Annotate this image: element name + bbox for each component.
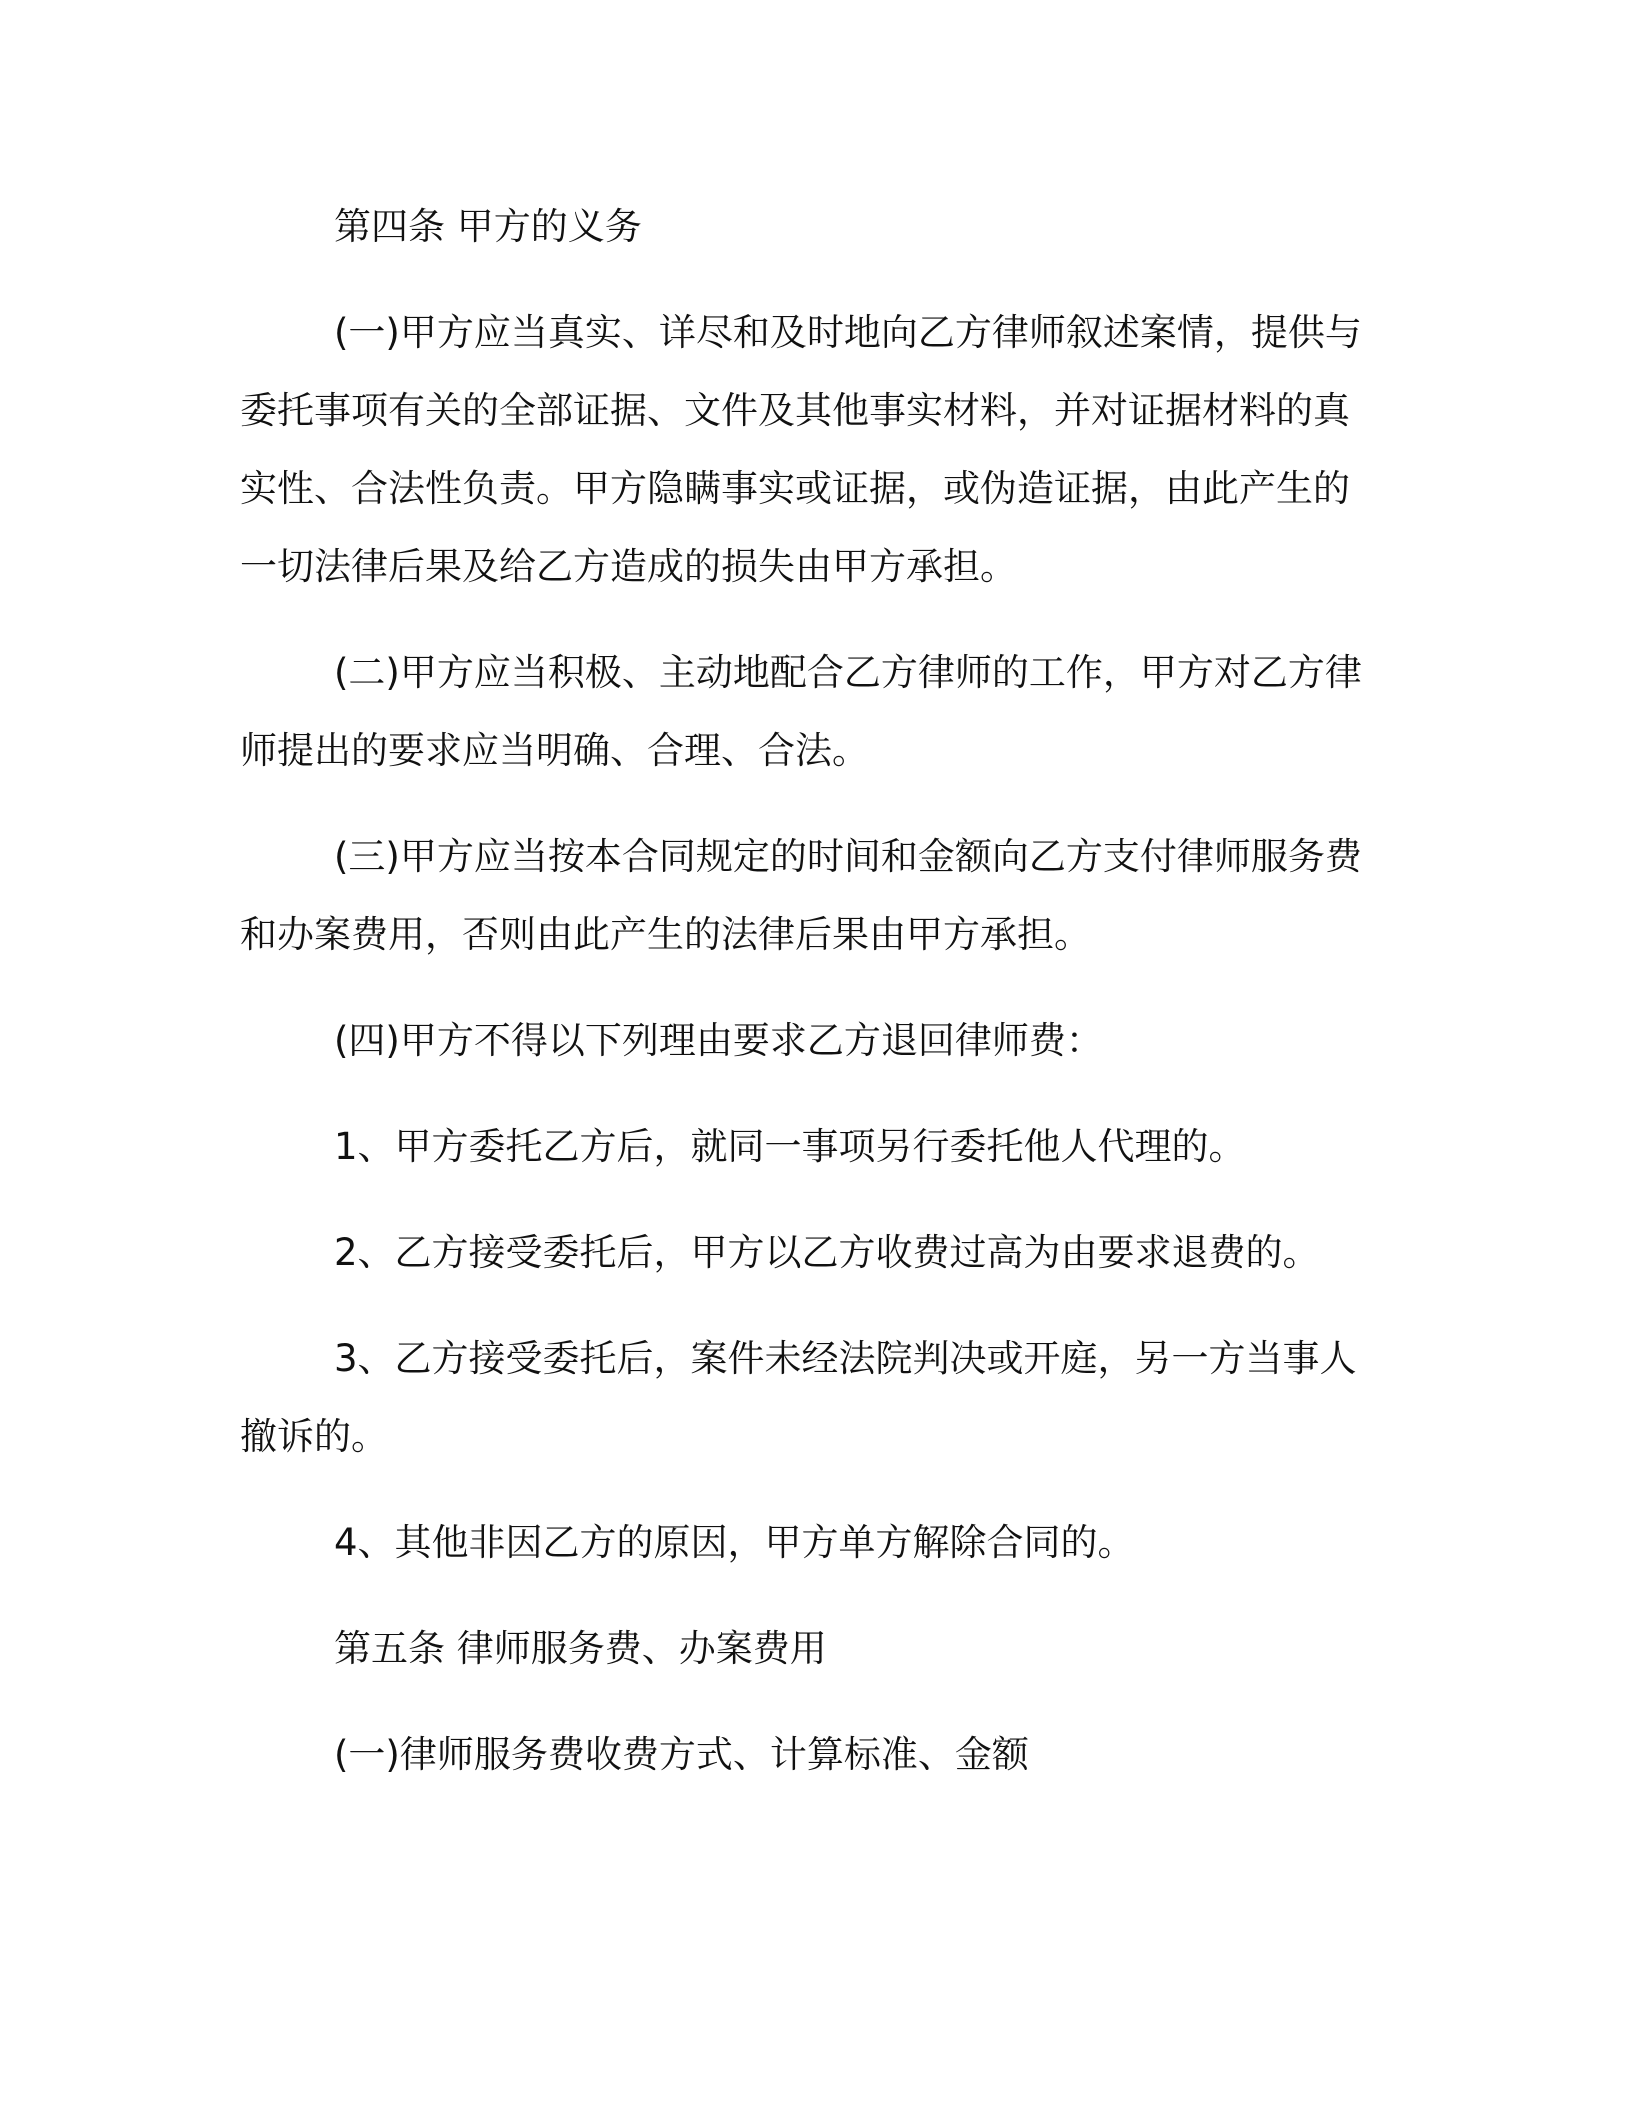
article-5-item-1: (一)律师服务费收费方式、计算标准、金额 — [334, 1733, 1029, 1776]
article-4-item-1: (一)甲方应当真实、详尽和及时地向乙方律师叙述案情，提供与委托事项有关的全部证据、文件及其他事实材料，并对证据材料的真实性、合法性负责。甲方隐瞒事实或证据，或伪造证据，由此产生的一切法律后果及给乙方造成的损失由甲方承担。 — [240, 311, 1362, 588]
article-4-title: 第四条 甲方的义务 — [334, 205, 642, 248]
article-4-item-4: (四)甲方不得以下列理由要求乙方退回律师费： — [334, 1019, 1103, 1062]
refund-case-1: 1、甲方委托乙方后，就同一事项另行委托他人代理的。 — [334, 1125, 1246, 1168]
article-4-item-3: (三)甲方应当按本合同规定的时间和金额向乙方支付律师服务费和办案费用，否则由此产生的法律后果由甲方承担。 — [240, 835, 1362, 956]
refund-case-4: 4、其他非因乙方的原因，甲方单方解除合同的。 — [334, 1521, 1135, 1564]
article-5-title: 第五条 律师服务费、办案费用 — [334, 1627, 827, 1670]
article-4-item-2: (二)甲方应当积极、主动地配合乙方律师的工作，甲方对乙方律师提出的要求应当明确、合理、合法。 — [240, 651, 1362, 772]
refund-case-3: 3、乙方接受委托后，案件未经法院判决或开庭，另一方当事人撤诉的。 — [240, 1337, 1357, 1458]
refund-case-2: 2、乙方接受委托后，甲方以乙方收费过高为由要求退费的。 — [334, 1231, 1320, 1274]
document-body — [240, 188, 1380, 1794]
